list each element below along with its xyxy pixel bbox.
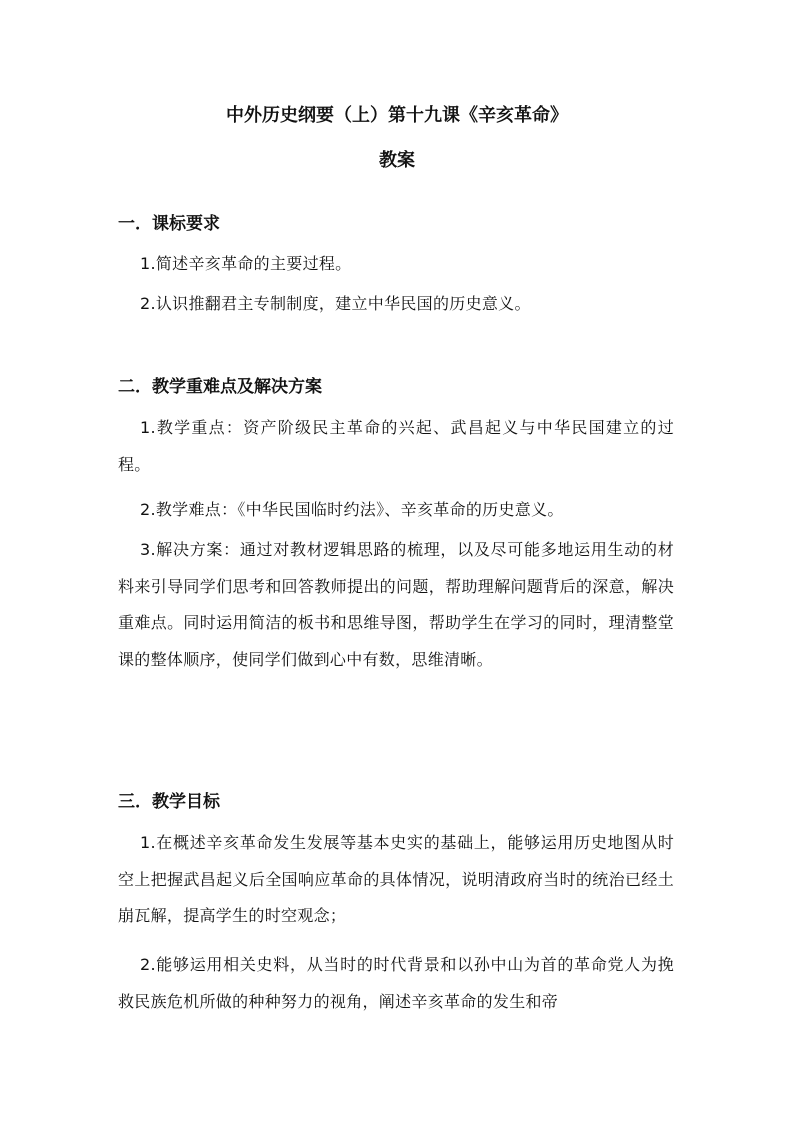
paragraph: 1.教学重点：资产阶级民主革命的兴起、武昌起义与中华民国建立的过程。 — [118, 418, 674, 474]
paragraph: 2.教学难点：《中华民国临时约法》、辛亥革命的历史意义。 — [140, 500, 564, 519]
paragraph: 3.解决方案：通过对教材逻辑思路的梳理，以及尽可能多地运用生动的材料来引导同学们思考和回答教师提出的问题，帮助理解问题背后的深意，解决重难点。同时运用简洁的板书和思维导图，帮助学生在学习的同时，理清整堂课的整体顺序，使同学们做到心中有数，思维清晰。 — [118, 540, 674, 669]
paragraph: 1.在概述辛亥革命发生发展等基本史实的基础上，能够运用历史地图从时空上把握武昌起义后全国响应革命的具体情况，说明清政府当时的统治已经土崩瓦解，提高学生的时空观念； — [118, 833, 674, 925]
paragraph: 2.能够运用相关史料，从当时的时代背景和以孙中山为首的革命党人为挽救民族危机所做的种种努力的视角，阐述辛亥革命的发生和帝 — [118, 955, 674, 1011]
section-heading-key-points: 二．教学重难点及解决方案 — [118, 377, 322, 397]
section-heading-objectives: 三．教学目标 — [118, 792, 220, 812]
section-heading-standards: 一．课标要求 — [118, 214, 220, 234]
document-title: 中外历史纲要（上）第十九课《辛亥革命》 — [226, 105, 568, 126]
document-subtitle: 教案 — [379, 150, 415, 171]
paragraph: 2.认识推翻君主专制制度，建立中华民国的历史意义。 — [140, 294, 531, 313]
paragraph: 1.简述辛亥革命的主要过程。 — [140, 254, 352, 273]
